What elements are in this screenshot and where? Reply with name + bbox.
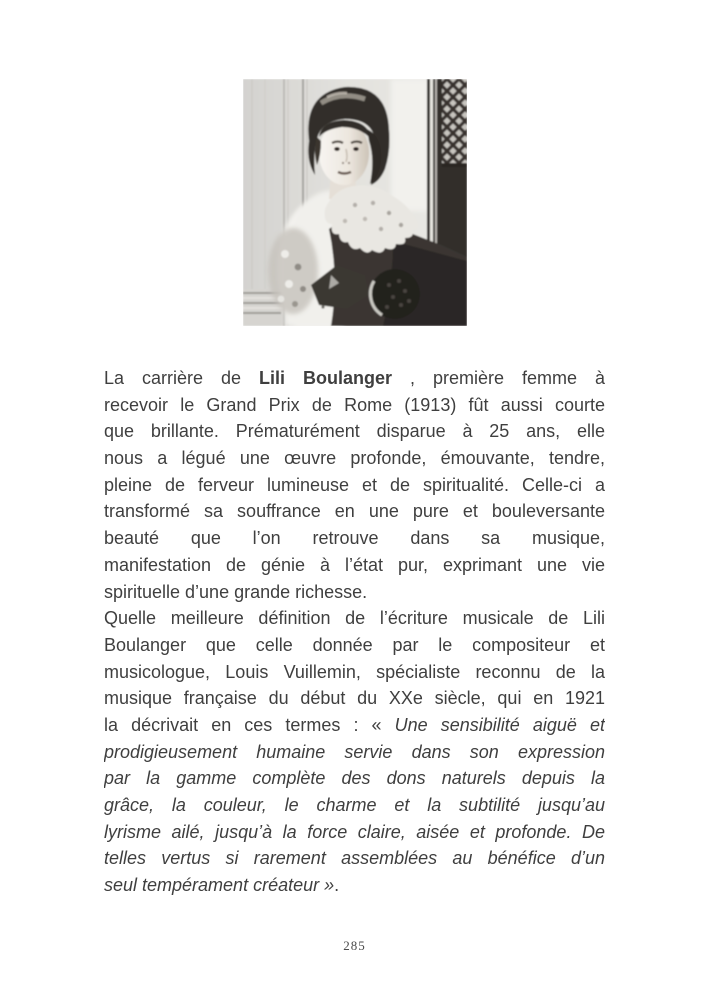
text-line [104, 792, 605, 819]
text-segment: manifestation de génie à l’état pur, exprimant une vie [104, 554, 605, 575]
text-line [104, 392, 605, 419]
text-line [104, 525, 605, 552]
text-line [104, 579, 605, 606]
text-line [104, 498, 605, 525]
text-line [104, 605, 605, 632]
text-segment: Une sensibilité aiguë et [394, 714, 605, 735]
text-line [104, 418, 605, 445]
text-line [104, 365, 605, 392]
text-segment: Lili Boulanger [259, 368, 393, 388]
text-line [104, 845, 605, 872]
text-line [104, 659, 605, 686]
text-segment: lyrisme ailé, jusqu’à la force claire, aisée et profonde. De [104, 821, 605, 842]
text-line [104, 819, 605, 846]
text-segment: , première femme à [392, 368, 605, 388]
text-line [104, 632, 605, 659]
text-segment: musique française du début du XXe siècle, qui en 1921 [104, 688, 605, 709]
text-segment: nous a légué une œuvre profonde, émouvante, tendre, [104, 448, 605, 469]
text-segment: seul tempérament créateur » [104, 875, 335, 896]
text-segment: Quelle meilleure définition de l’écriture musicale de Lili [104, 608, 605, 629]
text-line [104, 765, 605, 792]
text-line [104, 445, 605, 472]
text-line [104, 552, 605, 579]
text-segment: la décrivait en ces termes : « [104, 714, 395, 735]
lili-boulanger-portrait-photo [243, 79, 467, 326]
text-segment: telles vertus si rarement assemblées au bénéfice d’un [104, 848, 605, 869]
paragraph [104, 605, 605, 899]
portrait-photo-illustration [243, 79, 467, 326]
text-segment: prodigieusement humaine servie dans son expression [104, 741, 605, 762]
text-segment: pleine de ferveur lumineuse et de spiritualité. Celle-ci a [104, 474, 605, 495]
page-number: 285 [343, 938, 366, 953]
text-segment: beauté que l’on retrouve dans sa musique, [104, 528, 605, 549]
article-text [104, 365, 605, 899]
lattice-panel [442, 79, 467, 167]
corsage-flower [370, 269, 420, 319]
text-segment: par la gamme complète des dons naturels depuis la [104, 768, 605, 789]
text-line [104, 872, 605, 899]
text-segment: . [334, 875, 340, 896]
text-segment: grâce, la couleur, le charme et la subtilité jusqu’au [104, 795, 605, 815]
lace-sleeve [268, 228, 318, 314]
text-line [104, 472, 605, 499]
paragraph [104, 365, 605, 605]
bright-background [391, 79, 429, 211]
text-line [104, 685, 605, 712]
text-segment: recevoir le Grand Prix de Rome (1913) fût aussi courte [104, 394, 605, 415]
text-segment: que brillante. Prématurément disparue à 25 ans, elle [104, 421, 605, 442]
text-line [104, 739, 605, 766]
text-segment: Boulanger que celle donnée par le compositeur et [104, 634, 605, 655]
skirt-dot [321, 305, 324, 308]
text-segment: spirituelle d’une grande richesse. [104, 581, 368, 602]
text-line [104, 712, 605, 739]
text-segment: transformé sa souffrance en une pure et bouleversante [104, 501, 605, 522]
text-segment: La carrière de [104, 368, 260, 388]
text-segment: musicologue, Louis Vuillemin, spécialiste reconnu de la [104, 661, 605, 682]
